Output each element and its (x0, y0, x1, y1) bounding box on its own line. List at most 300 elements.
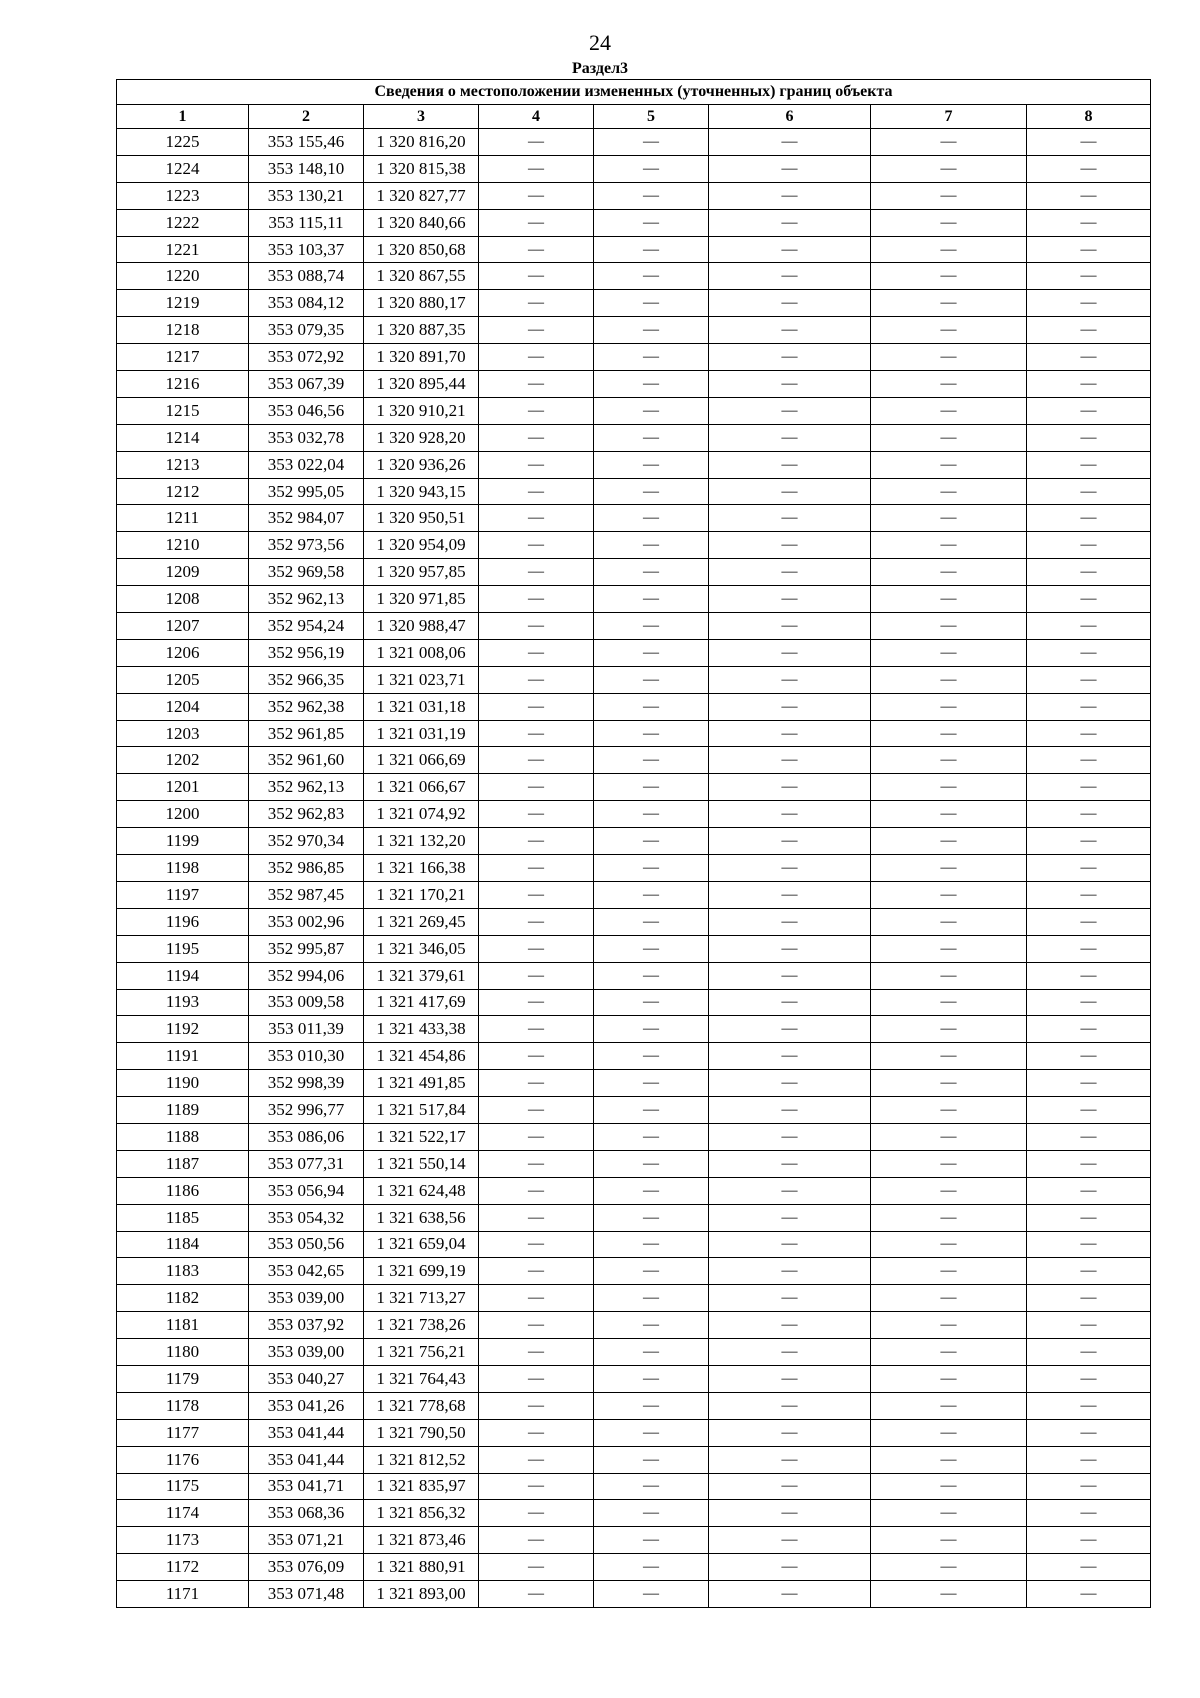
point-number-cell: 1172 (117, 1554, 249, 1581)
empty-dash-cell: — (709, 1581, 871, 1608)
y-coordinate-cell: 1 321 638,56 (364, 1204, 479, 1231)
empty-dash-cell: — (1027, 881, 1151, 908)
table-row (117, 1339, 1151, 1366)
empty-dash-cell: — (1027, 1043, 1151, 1070)
empty-dash-cell: — (709, 989, 871, 1016)
table-row (117, 1500, 1151, 1527)
empty-dash-cell: — (709, 1285, 871, 1312)
empty-dash-cell: — (709, 1258, 871, 1285)
y-coordinate-cell: 1 321 835,97 (364, 1473, 479, 1500)
empty-dash-cell: — (709, 881, 871, 908)
empty-dash-cell: — (1027, 209, 1151, 236)
empty-dash-cell: — (479, 962, 594, 989)
empty-dash-cell: — (1027, 666, 1151, 693)
column-header-row (117, 105, 1151, 129)
point-number-cell: 1212 (117, 478, 249, 505)
empty-dash-cell: — (594, 478, 709, 505)
table-row (117, 881, 1151, 908)
table-caption: Сведения о местоположении измененных (уточненных) границ объекта (117, 80, 1151, 105)
empty-dash-cell: — (1027, 317, 1151, 344)
empty-dash-cell: — (1027, 935, 1151, 962)
empty-dash-cell: — (871, 1312, 1027, 1339)
empty-dash-cell: — (479, 828, 594, 855)
empty-dash-cell: — (479, 720, 594, 747)
empty-dash-cell: — (871, 559, 1027, 586)
empty-dash-cell: — (594, 881, 709, 908)
empty-dash-cell: — (594, 1043, 709, 1070)
point-number-cell: 1211 (117, 505, 249, 532)
x-coordinate-cell: 353 071,21 (249, 1527, 364, 1554)
empty-dash-cell: — (594, 424, 709, 451)
x-coordinate-cell: 352 962,13 (249, 774, 364, 801)
y-coordinate-cell: 1 321 166,38 (364, 855, 479, 882)
empty-dash-cell: — (871, 451, 1027, 478)
empty-dash-cell: — (1027, 1554, 1151, 1581)
y-coordinate-cell: 1 320 887,35 (364, 317, 479, 344)
empty-dash-cell: — (709, 1043, 871, 1070)
y-coordinate-cell: 1 320 827,77 (364, 182, 479, 209)
column-header: 3 (364, 105, 479, 129)
empty-dash-cell: — (871, 828, 1027, 855)
point-number-cell: 1189 (117, 1097, 249, 1124)
empty-dash-cell: — (479, 855, 594, 882)
point-number-cell: 1194 (117, 962, 249, 989)
empty-dash-cell: — (709, 290, 871, 317)
empty-dash-cell: — (479, 1204, 594, 1231)
empty-dash-cell: — (479, 1231, 594, 1258)
y-coordinate-cell: 1 320 816,20 (364, 129, 479, 156)
empty-dash-cell: — (709, 371, 871, 398)
empty-dash-cell: — (871, 1527, 1027, 1554)
column-header: 6 (709, 105, 871, 129)
empty-dash-cell: — (1027, 263, 1151, 290)
empty-dash-cell: — (1027, 989, 1151, 1016)
empty-dash-cell: — (1027, 962, 1151, 989)
table-row (117, 1473, 1151, 1500)
y-coordinate-cell: 1 320 957,85 (364, 559, 479, 586)
table-row (117, 747, 1151, 774)
empty-dash-cell: — (709, 209, 871, 236)
table-row (117, 129, 1151, 156)
x-coordinate-cell: 353 040,27 (249, 1365, 364, 1392)
empty-dash-cell: — (1027, 693, 1151, 720)
empty-dash-cell: — (1027, 1419, 1151, 1446)
empty-dash-cell: — (1027, 290, 1151, 317)
x-coordinate-cell: 352 961,85 (249, 720, 364, 747)
empty-dash-cell: — (871, 1043, 1027, 1070)
table-row (117, 1581, 1151, 1608)
table-row (117, 532, 1151, 559)
table-row (117, 1016, 1151, 1043)
point-number-cell: 1203 (117, 720, 249, 747)
empty-dash-cell: — (709, 1204, 871, 1231)
empty-dash-cell: — (479, 371, 594, 398)
x-coordinate-cell: 352 962,13 (249, 586, 364, 613)
y-coordinate-cell: 1 321 550,14 (364, 1150, 479, 1177)
empty-dash-cell: — (479, 747, 594, 774)
empty-dash-cell: — (871, 1070, 1027, 1097)
empty-dash-cell: — (709, 1554, 871, 1581)
empty-dash-cell: — (594, 639, 709, 666)
empty-dash-cell: — (479, 344, 594, 371)
empty-dash-cell: — (871, 1392, 1027, 1419)
empty-dash-cell: — (1027, 559, 1151, 586)
empty-dash-cell: — (479, 1339, 594, 1366)
empty-dash-cell: — (594, 1500, 709, 1527)
y-coordinate-cell: 1 321 074,92 (364, 801, 479, 828)
empty-dash-cell: — (709, 720, 871, 747)
point-number-cell: 1200 (117, 801, 249, 828)
empty-dash-cell: — (479, 209, 594, 236)
empty-dash-cell: — (479, 774, 594, 801)
point-number-cell: 1186 (117, 1177, 249, 1204)
y-coordinate-cell: 1 320 936,26 (364, 451, 479, 478)
empty-dash-cell: — (479, 1392, 594, 1419)
empty-dash-cell: — (479, 1177, 594, 1204)
y-coordinate-cell: 1 321 873,46 (364, 1527, 479, 1554)
y-coordinate-cell: 1 320 815,38 (364, 155, 479, 182)
y-coordinate-cell: 1 320 954,09 (364, 532, 479, 559)
empty-dash-cell: — (871, 1097, 1027, 1124)
y-coordinate-cell: 1 321 856,32 (364, 1500, 479, 1527)
section-title: Раздел3 (571, 60, 629, 77)
empty-dash-cell: — (709, 424, 871, 451)
y-coordinate-cell: 1 320 928,20 (364, 424, 479, 451)
empty-dash-cell: — (594, 1581, 709, 1608)
point-number-cell: 1173 (117, 1527, 249, 1554)
point-number-cell: 1218 (117, 317, 249, 344)
empty-dash-cell: — (479, 1258, 594, 1285)
table-row (117, 1070, 1151, 1097)
table-row (117, 478, 1151, 505)
x-coordinate-cell: 353 002,96 (249, 908, 364, 935)
x-coordinate-cell: 352 986,85 (249, 855, 364, 882)
y-coordinate-cell: 1 321 778,68 (364, 1392, 479, 1419)
y-coordinate-cell: 1 321 008,06 (364, 639, 479, 666)
empty-dash-cell: — (709, 236, 871, 263)
x-coordinate-cell: 352 956,19 (249, 639, 364, 666)
empty-dash-cell: — (594, 693, 709, 720)
empty-dash-cell: — (871, 263, 1027, 290)
empty-dash-cell: — (871, 371, 1027, 398)
empty-dash-cell: — (1027, 1177, 1151, 1204)
y-coordinate-cell: 1 320 867,55 (364, 263, 479, 290)
empty-dash-cell: — (1027, 613, 1151, 640)
empty-dash-cell: — (479, 881, 594, 908)
empty-dash-cell: — (594, 155, 709, 182)
empty-dash-cell: — (709, 1339, 871, 1366)
empty-dash-cell: — (709, 1419, 871, 1446)
empty-dash-cell: — (479, 451, 594, 478)
empty-dash-cell: — (709, 613, 871, 640)
empty-dash-cell: — (709, 639, 871, 666)
empty-dash-cell: — (871, 1554, 1027, 1581)
empty-dash-cell: — (1027, 774, 1151, 801)
empty-dash-cell: — (594, 720, 709, 747)
empty-dash-cell: — (1027, 155, 1151, 182)
empty-dash-cell: — (709, 129, 871, 156)
x-coordinate-cell: 353 072,92 (249, 344, 364, 371)
empty-dash-cell: — (594, 1527, 709, 1554)
column-header: 5 (594, 105, 709, 129)
point-number-cell: 1210 (117, 532, 249, 559)
empty-dash-cell: — (1027, 1500, 1151, 1527)
empty-dash-cell: — (594, 290, 709, 317)
empty-dash-cell: — (479, 236, 594, 263)
table-row (117, 1392, 1151, 1419)
y-coordinate-cell: 1 320 895,44 (364, 371, 479, 398)
empty-dash-cell: — (709, 1473, 871, 1500)
empty-dash-cell: — (1027, 451, 1151, 478)
point-number-cell: 1171 (117, 1581, 249, 1608)
empty-dash-cell: — (594, 1473, 709, 1500)
empty-dash-cell: — (594, 532, 709, 559)
empty-dash-cell: — (709, 666, 871, 693)
empty-dash-cell: — (479, 1554, 594, 1581)
empty-dash-cell: — (709, 1070, 871, 1097)
empty-dash-cell: — (1027, 505, 1151, 532)
x-coordinate-cell: 353 041,44 (249, 1419, 364, 1446)
point-number-cell: 1174 (117, 1500, 249, 1527)
point-number-cell: 1202 (117, 747, 249, 774)
point-number-cell: 1196 (117, 908, 249, 935)
point-number-cell: 1178 (117, 1392, 249, 1419)
empty-dash-cell: — (1027, 639, 1151, 666)
empty-dash-cell: — (479, 1581, 594, 1608)
empty-dash-cell: — (594, 371, 709, 398)
column-header: 2 (249, 105, 364, 129)
y-coordinate-cell: 1 321 659,04 (364, 1231, 479, 1258)
empty-dash-cell: — (871, 989, 1027, 1016)
empty-dash-cell: — (594, 397, 709, 424)
point-number-cell: 1205 (117, 666, 249, 693)
empty-dash-cell: — (594, 317, 709, 344)
y-coordinate-cell: 1 321 790,50 (364, 1419, 479, 1446)
y-coordinate-cell: 1 321 756,21 (364, 1339, 479, 1366)
empty-dash-cell: — (1027, 801, 1151, 828)
x-coordinate-cell: 353 042,65 (249, 1258, 364, 1285)
empty-dash-cell: — (709, 1500, 871, 1527)
table-row (117, 1365, 1151, 1392)
empty-dash-cell: — (594, 1070, 709, 1097)
empty-dash-cell: — (871, 505, 1027, 532)
empty-dash-cell: — (594, 1365, 709, 1392)
table-row (117, 397, 1151, 424)
empty-dash-cell: — (479, 1446, 594, 1473)
empty-dash-cell: — (1027, 828, 1151, 855)
table-row (117, 1527, 1151, 1554)
point-number-cell: 1190 (117, 1070, 249, 1097)
table-row (117, 1285, 1151, 1312)
y-coordinate-cell: 1 321 031,18 (364, 693, 479, 720)
y-coordinate-cell: 1 320 943,15 (364, 478, 479, 505)
table-row (117, 182, 1151, 209)
empty-dash-cell: — (709, 1150, 871, 1177)
empty-dash-cell: — (594, 182, 709, 209)
x-coordinate-cell: 353 046,56 (249, 397, 364, 424)
empty-dash-cell: — (479, 1150, 594, 1177)
point-number-cell: 1209 (117, 559, 249, 586)
y-coordinate-cell: 1 320 971,85 (364, 586, 479, 613)
empty-dash-cell: — (709, 317, 871, 344)
empty-dash-cell: — (594, 774, 709, 801)
empty-dash-cell: — (594, 1258, 709, 1285)
empty-dash-cell: — (1027, 532, 1151, 559)
point-number-cell: 1191 (117, 1043, 249, 1070)
empty-dash-cell: — (871, 855, 1027, 882)
empty-dash-cell: — (594, 586, 709, 613)
x-coordinate-cell: 353 155,46 (249, 129, 364, 156)
empty-dash-cell: — (871, 1581, 1027, 1608)
point-number-cell: 1206 (117, 639, 249, 666)
empty-dash-cell: — (479, 1016, 594, 1043)
table-row (117, 962, 1151, 989)
empty-dash-cell: — (709, 1231, 871, 1258)
empty-dash-cell: — (871, 1339, 1027, 1366)
empty-dash-cell: — (1027, 371, 1151, 398)
empty-dash-cell: — (479, 182, 594, 209)
table-row (117, 344, 1151, 371)
empty-dash-cell: — (709, 155, 871, 182)
empty-dash-cell: — (479, 1123, 594, 1150)
y-coordinate-cell: 1 320 850,68 (364, 236, 479, 263)
point-number-cell: 1198 (117, 855, 249, 882)
table-row (117, 720, 1151, 747)
x-coordinate-cell: 353 041,26 (249, 1392, 364, 1419)
empty-dash-cell: — (871, 317, 1027, 344)
empty-dash-cell: — (479, 1043, 594, 1070)
empty-dash-cell: — (1027, 855, 1151, 882)
y-coordinate-cell: 1 321 132,20 (364, 828, 479, 855)
point-number-cell: 1220 (117, 263, 249, 290)
x-coordinate-cell: 353 084,12 (249, 290, 364, 317)
empty-dash-cell: — (1027, 424, 1151, 451)
point-number-cell: 1216 (117, 371, 249, 398)
y-coordinate-cell: 1 320 950,51 (364, 505, 479, 532)
empty-dash-cell: — (871, 1473, 1027, 1500)
table-row (117, 1204, 1151, 1231)
empty-dash-cell: — (871, 155, 1027, 182)
empty-dash-cell: — (594, 989, 709, 1016)
point-number-cell: 1215 (117, 397, 249, 424)
empty-dash-cell: — (1027, 1070, 1151, 1097)
point-number-cell: 1193 (117, 989, 249, 1016)
y-coordinate-cell: 1 321 454,86 (364, 1043, 479, 1070)
x-coordinate-cell: 353 050,56 (249, 1231, 364, 1258)
x-coordinate-cell: 353 115,11 (249, 209, 364, 236)
table-row (117, 1554, 1151, 1581)
point-number-cell: 1188 (117, 1123, 249, 1150)
empty-dash-cell: — (871, 908, 1027, 935)
x-coordinate-cell: 352 996,77 (249, 1097, 364, 1124)
empty-dash-cell: — (871, 613, 1027, 640)
y-coordinate-cell: 1 321 346,05 (364, 935, 479, 962)
y-coordinate-cell: 1 321 624,48 (364, 1177, 479, 1204)
y-coordinate-cell: 1 321 066,69 (364, 747, 479, 774)
empty-dash-cell: — (1027, 1204, 1151, 1231)
y-coordinate-cell: 1 321 170,21 (364, 881, 479, 908)
table-row (117, 1043, 1151, 1070)
empty-dash-cell: — (709, 532, 871, 559)
empty-dash-cell: — (479, 1097, 594, 1124)
empty-dash-cell: — (871, 1419, 1027, 1446)
x-coordinate-cell: 353 041,71 (249, 1473, 364, 1500)
y-coordinate-cell: 1 321 880,91 (364, 1554, 479, 1581)
empty-dash-cell: — (871, 236, 1027, 263)
empty-dash-cell: — (871, 639, 1027, 666)
empty-dash-cell: — (479, 1500, 594, 1527)
empty-dash-cell: — (594, 1150, 709, 1177)
empty-dash-cell: — (871, 129, 1027, 156)
y-coordinate-cell: 1 321 379,61 (364, 962, 479, 989)
empty-dash-cell: — (709, 263, 871, 290)
empty-dash-cell: — (479, 290, 594, 317)
empty-dash-cell: — (871, 935, 1027, 962)
empty-dash-cell: — (479, 908, 594, 935)
empty-dash-cell: — (1027, 182, 1151, 209)
x-coordinate-cell: 353 032,78 (249, 424, 364, 451)
y-coordinate-cell: 1 321 066,67 (364, 774, 479, 801)
table-row (117, 209, 1151, 236)
empty-dash-cell: — (479, 1365, 594, 1392)
point-number-cell: 1181 (117, 1312, 249, 1339)
empty-dash-cell: — (871, 1123, 1027, 1150)
table-row (117, 263, 1151, 290)
empty-dash-cell: — (594, 129, 709, 156)
x-coordinate-cell: 352 970,34 (249, 828, 364, 855)
empty-dash-cell: — (479, 397, 594, 424)
empty-dash-cell: — (594, 962, 709, 989)
empty-dash-cell: — (871, 666, 1027, 693)
coordinates-table (116, 79, 1151, 1608)
empty-dash-cell: — (871, 1258, 1027, 1285)
empty-dash-cell: — (709, 1312, 871, 1339)
empty-dash-cell: — (594, 855, 709, 882)
empty-dash-cell: — (709, 397, 871, 424)
point-number-cell: 1177 (117, 1419, 249, 1446)
empty-dash-cell: — (709, 182, 871, 209)
x-coordinate-cell: 352 969,58 (249, 559, 364, 586)
column-header: 8 (1027, 105, 1151, 129)
empty-dash-cell: — (709, 478, 871, 505)
table-row (117, 613, 1151, 640)
x-coordinate-cell: 353 022,04 (249, 451, 364, 478)
empty-dash-cell: — (594, 1554, 709, 1581)
empty-dash-cell: — (479, 155, 594, 182)
empty-dash-cell: — (1027, 236, 1151, 263)
table-row (117, 801, 1151, 828)
x-coordinate-cell: 353 071,48 (249, 1581, 364, 1608)
empty-dash-cell: — (709, 935, 871, 962)
empty-dash-cell: — (479, 263, 594, 290)
x-coordinate-cell: 352 962,38 (249, 693, 364, 720)
empty-dash-cell: — (1027, 129, 1151, 156)
x-coordinate-cell: 352 961,60 (249, 747, 364, 774)
y-coordinate-cell: 1 320 880,17 (364, 290, 479, 317)
empty-dash-cell: — (871, 1016, 1027, 1043)
empty-dash-cell: — (709, 505, 871, 532)
table-row (117, 424, 1151, 451)
empty-dash-cell: — (594, 1204, 709, 1231)
empty-dash-cell: — (1027, 908, 1151, 935)
x-coordinate-cell: 352 962,83 (249, 801, 364, 828)
x-coordinate-cell: 353 079,35 (249, 317, 364, 344)
empty-dash-cell: — (479, 505, 594, 532)
x-coordinate-cell: 353 088,74 (249, 263, 364, 290)
point-number-cell: 1214 (117, 424, 249, 451)
point-number-cell: 1182 (117, 1285, 249, 1312)
table-row (117, 639, 1151, 666)
